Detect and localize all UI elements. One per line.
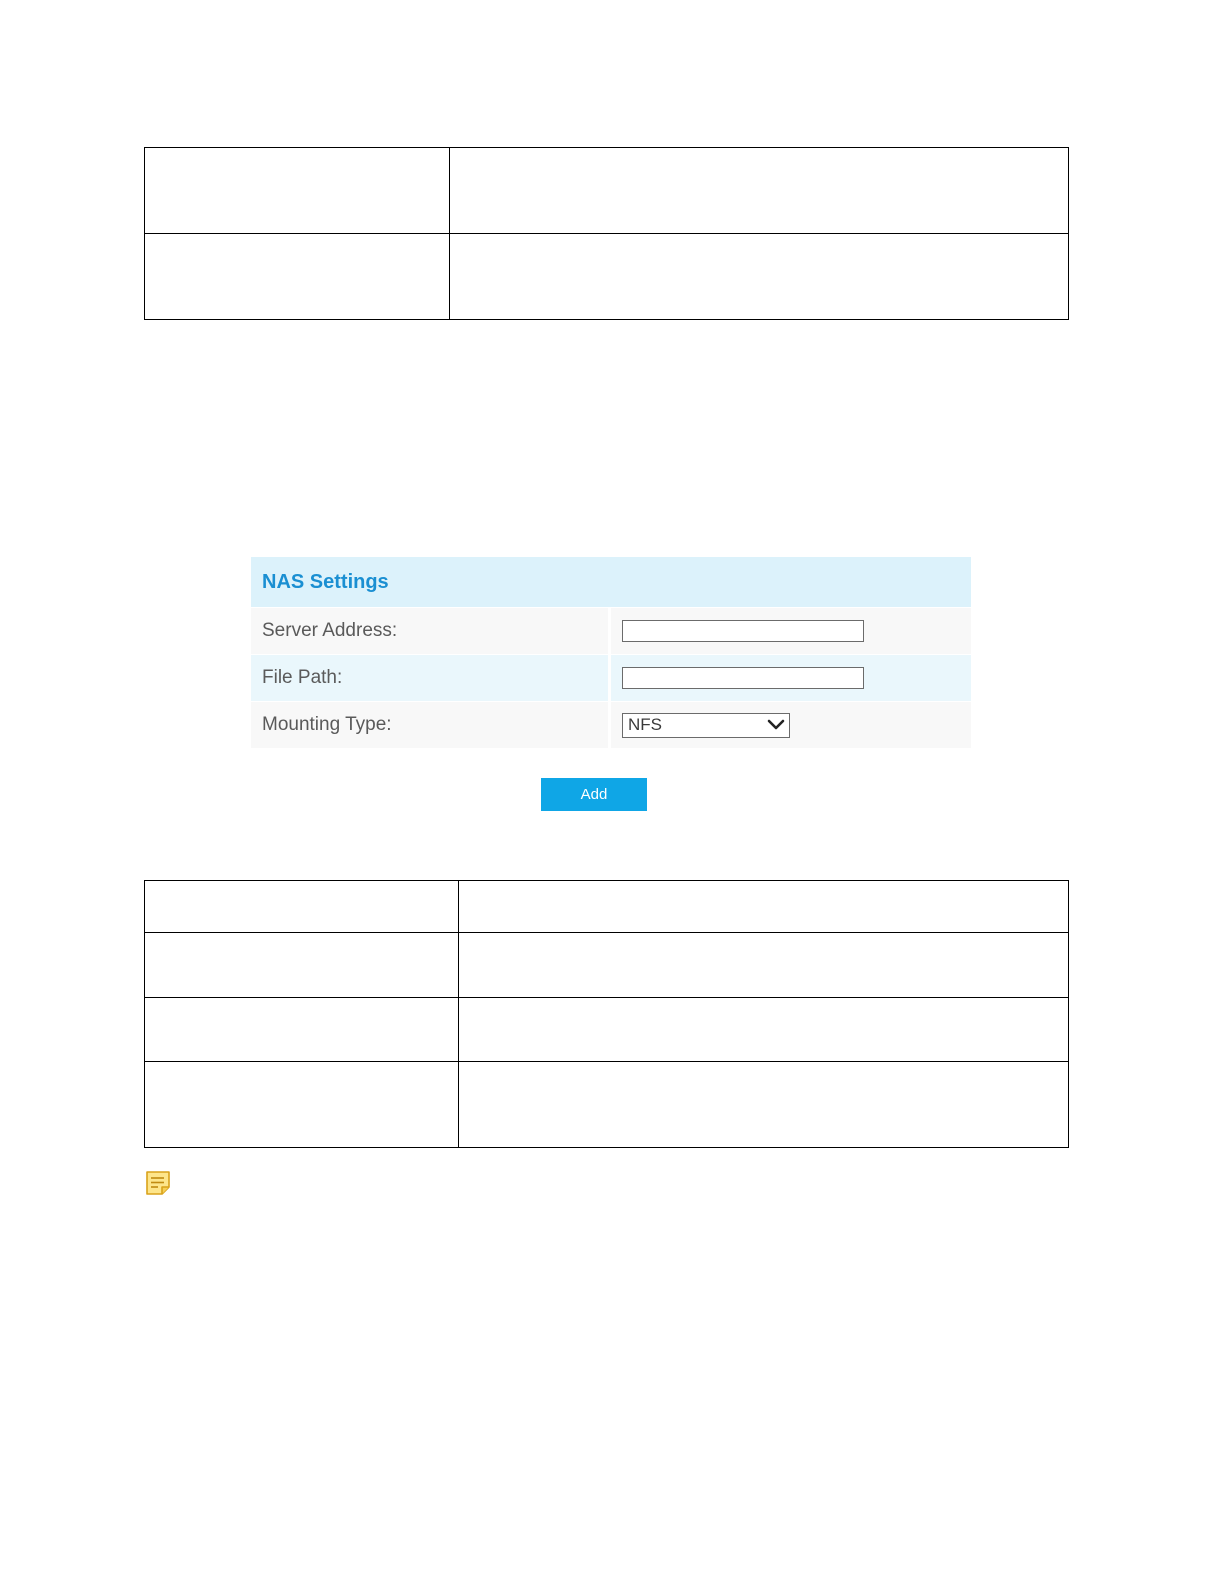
nas-settings-panel bbox=[251, 557, 971, 748]
table-cell bbox=[145, 881, 459, 933]
panel-title: NAS Settings bbox=[262, 570, 389, 593]
chevron-down-icon bbox=[767, 719, 785, 731]
mounting-type-select[interactable] bbox=[622, 713, 790, 738]
table-row bbox=[145, 998, 1069, 1062]
table-cell bbox=[145, 998, 459, 1062]
file-path-input[interactable] bbox=[622, 667, 864, 689]
file-path-control bbox=[611, 655, 971, 701]
server-address-label: Server Address: bbox=[251, 608, 608, 654]
top-table bbox=[144, 147, 1069, 320]
mounting-type-control bbox=[611, 702, 971, 748]
table-row bbox=[145, 881, 1069, 933]
table-row bbox=[145, 234, 1069, 320]
server-address-input[interactable] bbox=[622, 620, 864, 642]
table-cell bbox=[145, 148, 450, 234]
table-cell bbox=[459, 933, 1069, 998]
table-row bbox=[145, 1062, 1069, 1148]
table-cell bbox=[459, 1062, 1069, 1148]
mounting-type-value: NFS bbox=[628, 715, 662, 734]
add-button[interactable]: Add bbox=[541, 778, 647, 811]
table-cell bbox=[450, 234, 1069, 320]
nas-settings-header bbox=[251, 557, 971, 607]
file-path-row bbox=[251, 655, 971, 701]
note-icon bbox=[145, 1170, 171, 1196]
table-cell bbox=[450, 148, 1069, 234]
server-address-control bbox=[611, 608, 971, 654]
table-cell bbox=[145, 933, 459, 998]
server-address-row bbox=[251, 608, 971, 654]
table-cell bbox=[459, 881, 1069, 933]
table-cell bbox=[145, 234, 450, 320]
table-cell bbox=[145, 1062, 459, 1148]
table-row bbox=[145, 933, 1069, 998]
file-path-label: File Path: bbox=[251, 655, 608, 701]
table-cell bbox=[459, 998, 1069, 1062]
bottom-table bbox=[144, 880, 1069, 1148]
table-row bbox=[145, 148, 1069, 234]
mounting-type-row bbox=[251, 702, 971, 748]
mounting-type-label: Mounting Type: bbox=[251, 702, 608, 748]
